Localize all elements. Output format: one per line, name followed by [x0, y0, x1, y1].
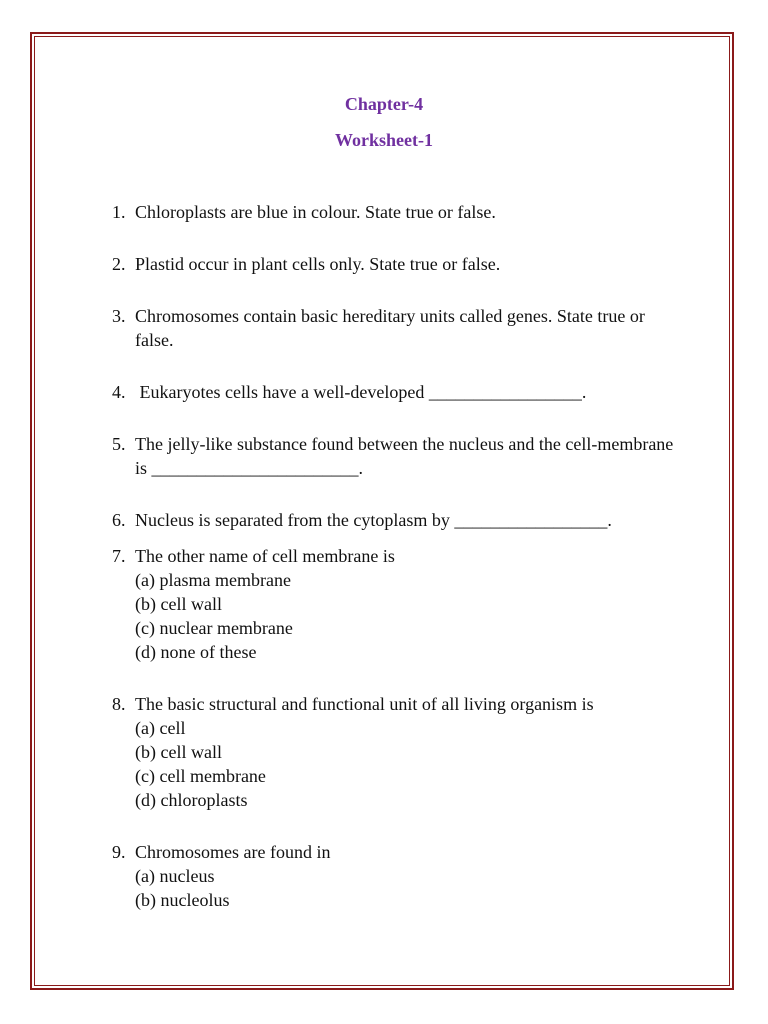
question-number: 2. — [112, 254, 126, 274]
question-5 — [112, 432, 682, 480]
option-d: (d) chloroplasts — [135, 790, 248, 810]
question-number: 8. — [112, 694, 126, 714]
question-6 — [112, 508, 682, 532]
question-text: Chloroplasts are blue in colour. State true or false. — [135, 202, 496, 222]
question-number: 6. — [112, 510, 126, 530]
worksheet-title: Worksheet-1 — [335, 130, 433, 150]
question-list — [112, 200, 682, 940]
question-9 — [112, 840, 682, 912]
question-number: 1. — [112, 202, 126, 222]
question-text: The other name of cell membrane is — [135, 546, 395, 566]
option-b: (b) nucleolus — [135, 890, 230, 910]
question-number: 4. — [112, 382, 126, 402]
option-c: (c) cell membrane — [135, 766, 266, 786]
question-number: 7. — [112, 546, 126, 566]
question-text: Eukaryotes cells have a well-developed _________________. — [135, 382, 587, 402]
question-number: 5. — [112, 434, 126, 454]
question-text: Chromosomes are found in — [135, 842, 331, 862]
question-number: 9. — [112, 842, 126, 862]
question-8 — [112, 692, 682, 812]
option-a: (a) cell — [135, 718, 186, 738]
question-1 — [112, 200, 682, 224]
question-text: Chromosomes contain basic hereditary units called genes. State true or false. — [135, 306, 645, 350]
question-text: Nucleus is separated from the cytoplasm by _________________. — [135, 510, 612, 530]
question-7 — [112, 544, 682, 664]
question-number: 3. — [112, 306, 126, 326]
question-3 — [112, 304, 682, 352]
question-text: Plastid occur in plant cells only. State true or false. — [135, 254, 501, 274]
option-b: (b) cell wall — [135, 594, 222, 614]
option-c: (c) nuclear membrane — [135, 618, 293, 638]
question-2 — [112, 252, 682, 276]
option-a: (a) nucleus — [135, 866, 215, 886]
chapter-title: Chapter-4 — [344, 94, 424, 114]
option-b: (b) cell wall — [135, 742, 222, 762]
question-4 — [112, 380, 682, 404]
question-text: The jelly-like substance found between the nucleus and the cell-membrane is _______________________. — [135, 434, 674, 478]
question-text: The basic structural and functional unit of all living organism is — [135, 694, 594, 714]
option-a: (a) plasma membrane — [135, 570, 291, 590]
option-d: (d) none of these — [135, 642, 257, 662]
